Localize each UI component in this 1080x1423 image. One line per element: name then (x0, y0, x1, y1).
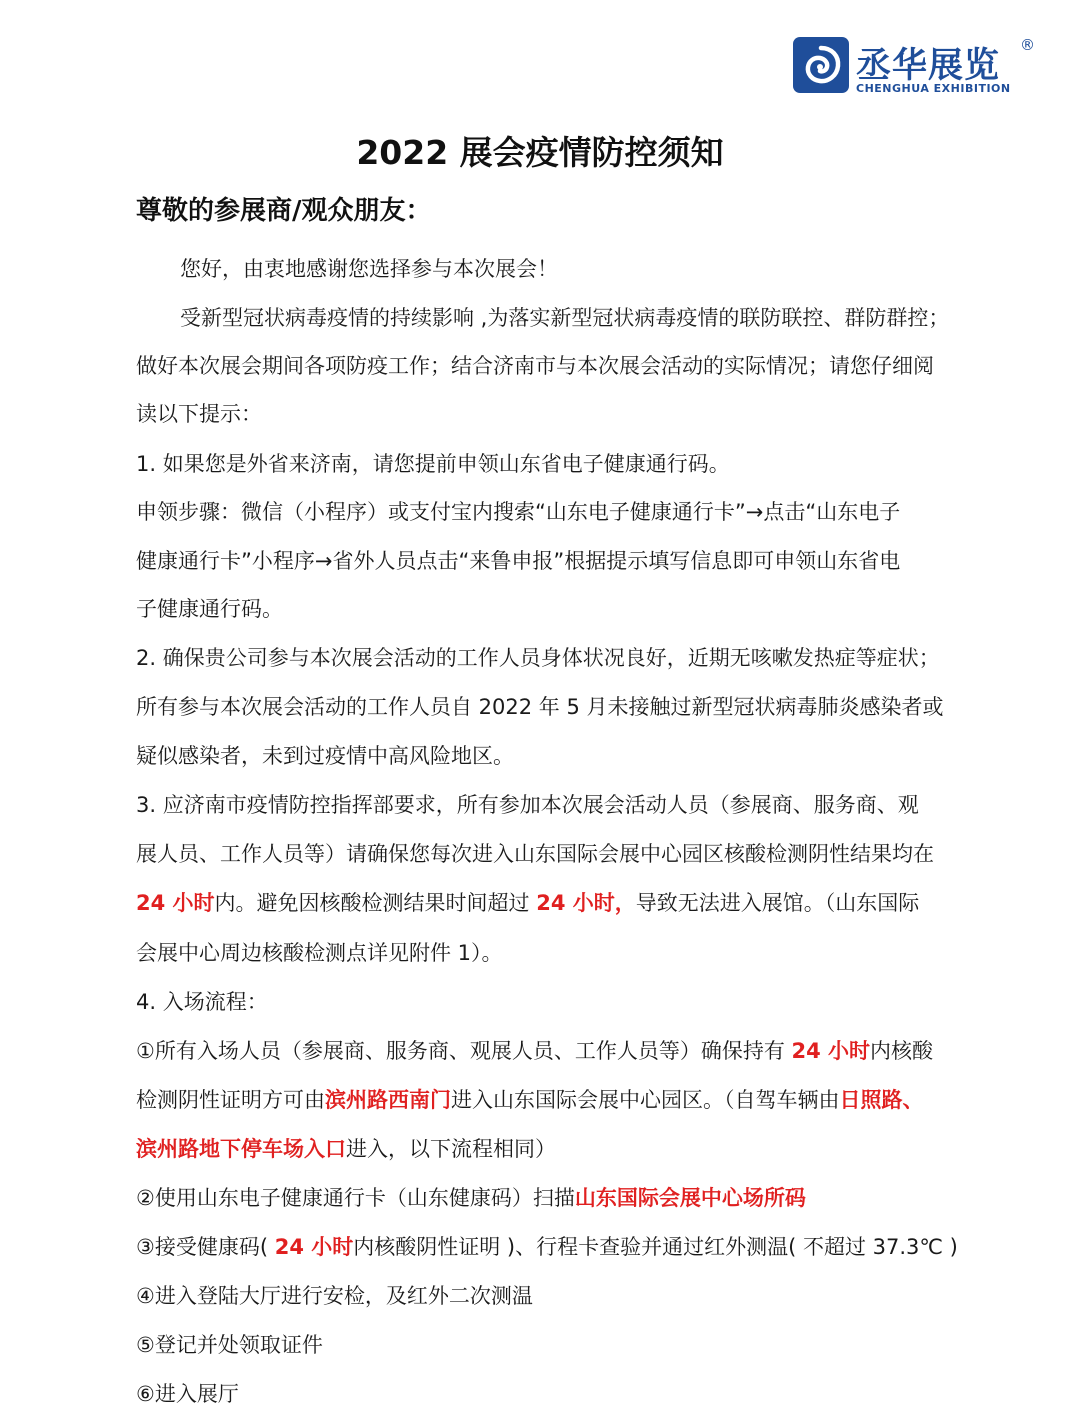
body-line (136, 692, 944, 722)
highlight-text: 24 小时 (274, 1235, 354, 1259)
logo-name: 丞华展览 (856, 46, 1001, 86)
text-segment: 内核酸 (870, 1039, 934, 1063)
highlight-text: 24 小时， (536, 891, 636, 915)
body-line (136, 938, 503, 968)
text-segment: 受新型冠状病毒疫情的持续影响 ,为落实新型冠状病毒疫情的联防联控、群防群控； (180, 306, 950, 330)
text-segment: 您好，由衷地感谢您选择参与本次展会！ (180, 257, 558, 281)
text-segment: ①所有入场人员（参展商、服务商、观展人员、工作人员等）确保持有 (136, 1039, 792, 1063)
text-segment: ④进入登陆大厅进行安检，及红外二次测温 (136, 1284, 533, 1308)
highlight-text: 日照路、 (839, 1088, 924, 1112)
text-segment: 会展中心周边核酸检测点详见附件 1）。 (136, 941, 503, 965)
body-line (180, 254, 558, 284)
logo-english-name: CHENGHUA EXHIBITION (856, 82, 1011, 95)
text-segment: 做好本次展会期间各项防疫工作；结合济南市与本次展会活动的实际情况；请您仔细阅 (136, 354, 934, 378)
text-segment: 2. 确保贵公司参与本次展会活动的工作人员身体状况良好，近期无咳嗽发热症等症状； (136, 646, 940, 670)
highlight-text: 山东国际会展中心场所码 (574, 1186, 806, 1210)
text-segment: 检测阴性证明方可由 (136, 1088, 325, 1112)
body-line (136, 1183, 806, 1213)
body-line (136, 449, 730, 479)
body-line (136, 546, 900, 576)
body-line (136, 839, 934, 869)
body-line (136, 790, 919, 820)
body-line (136, 1036, 933, 1066)
body-line (180, 303, 949, 333)
text-segment: 导致无法进入展馆。（山东国际 (635, 891, 920, 915)
body-line (136, 1281, 533, 1311)
page-title: 2022 展会疫情防控须知 (356, 133, 724, 172)
text-segment: ③接受健康码( (136, 1235, 275, 1259)
text-segment: 4. 入场流程： (136, 990, 268, 1014)
text-segment: 展人员、工作人员等）请确保您每次进入山东国际会展中心园区核酸检测阴性结果均在 (136, 842, 934, 866)
text-segment: 读以下提示： (136, 402, 262, 426)
text-segment: ⑤登记并处领取证件 (136, 1333, 323, 1357)
body-line (136, 1330, 323, 1360)
body-line (136, 1232, 958, 1262)
swirl-logo-icon (792, 36, 850, 94)
highlight-text: 24 小时 (136, 891, 215, 915)
text-segment: 3. 应济南市疫情防控指挥部要求，所有参加本次展会活动人员（参展商、服务商、观 (136, 793, 919, 817)
text-segment: 内。避免因核酸检测结果时间超过 (214, 891, 537, 915)
body-line (136, 1085, 924, 1115)
highlight-text: 滨州路地下停车场入口 (136, 1137, 346, 1161)
body-line (136, 497, 900, 527)
highlight-text: 滨州路西南门 (325, 1088, 451, 1112)
highlight-text: 24 小时 (791, 1039, 871, 1063)
body-line (136, 643, 940, 673)
text-segment: 所有参与本次展会活动的工作人员自 2022 年 5 月未接触过新型冠状病毒肺炎感染者或 (136, 695, 944, 719)
registered-mark: ® (1020, 36, 1035, 54)
text-segment: 内核酸阴性证明 )、行程卡查验并通过红外测温( 不超过 37.3℃ ) (353, 1235, 958, 1259)
text-segment: ⑥进入展厅 (136, 1382, 239, 1406)
body-line (136, 351, 934, 381)
text-segment: 子健康通行码。 (136, 597, 283, 621)
greeting: 尊敬的参展商/观众朋友： (136, 196, 432, 226)
body-line (136, 399, 262, 429)
body-line (136, 741, 514, 771)
body-line (136, 987, 268, 1017)
text-segment: 疑似感染者，未到过疫情中高风险地区。 (136, 744, 514, 768)
text-segment: 进入，以下流程相同） (346, 1137, 556, 1161)
text-segment: 申领步骤：微信（小程序）或支付宝内搜索“山东电子健康通行卡”→点击“山东电子 (136, 500, 901, 524)
body-line (136, 594, 283, 624)
body-line (136, 1379, 239, 1409)
body-line (136, 1134, 556, 1164)
text-segment: 健康通行卡”小程序→省外人员点击“来鲁申报”根据提示填写信息即可申领山东省电 (136, 549, 901, 573)
text-segment: 进入山东国际会展中心园区。（自驾车辆由 (451, 1088, 840, 1112)
body-line (136, 888, 919, 918)
company-logo (792, 36, 1042, 98)
text-segment: 1. 如果您是外省来济南，请您提前申领山东省电子健康通行码。 (136, 452, 730, 476)
text-segment: ②使用山东电子健康通行卡（山东健康码）扫描 (136, 1186, 575, 1210)
